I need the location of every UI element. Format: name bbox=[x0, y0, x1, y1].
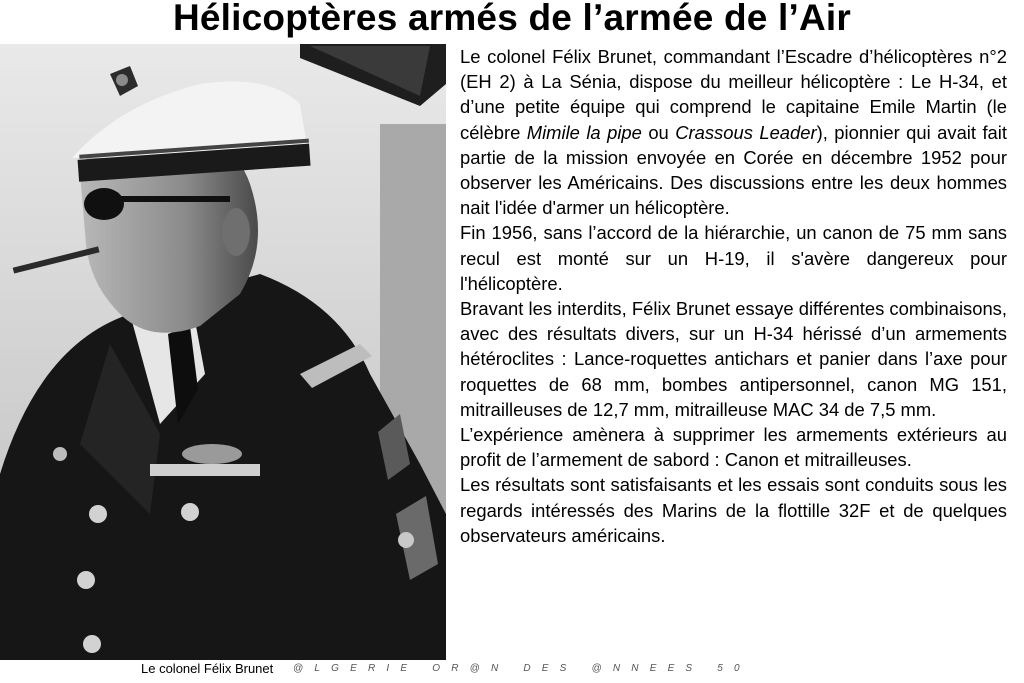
paragraph-1: Le colonel Félix Brunet, commandant l’Escadre d’hélicoptères n°2 (EH 2) à La Sénia, dispose du meilleur hélicoptère : Le H-34, et d’une petite équipe qui comprend le capitaine Emile Martin (le célèbre Mimile la pipe ou Crassous Leader), pionnier qui avait fait partie de la mission envoyée en Corée en décembre 1952 pour observer les Américains. Des discussions entre les deux hommes nait l'idée d'armer un hélicoptère. bbox=[460, 46, 1007, 219]
nickname: Mimile la pipe bbox=[526, 121, 642, 143]
photo-caption: Le colonel Félix Brunet bbox=[141, 661, 274, 676]
paragraph-3: Bravant les interdits, Félix Brunet essaye différentes combinaisons, avec des résultats divers, sur un H-34 hérissé d’un armements hétéroclites : Lance-roquettes antichars et panier dans l’axe pour roquettes de 68 mm, bombes antipersonnel, canon MG 151, mitrailleuses de 12,7 mm, mitrailleuse MAC 34 de 7,5 mm. bbox=[460, 298, 1007, 420]
nickname: Crassous Leader bbox=[675, 121, 817, 143]
paragraph-5: Les résultats sont satisfaisants et les essais sont conduits sous les regards intéressés des Marins de la flottille 32F et de quelques observateurs américains. bbox=[460, 474, 1007, 546]
paragraph-2: Fin 1956, sans l’accord de la hiérarchie, un canon de 75 mm sans recul est monté sur un H-19, il s'avère dangereux pour l'hélicoptère. bbox=[460, 222, 1007, 294]
watermark: @LGERIE OR@N DES @NNEES 50 bbox=[293, 663, 751, 674]
portrait-photo bbox=[0, 44, 446, 660]
paragraph-4: L’expérience amènera à supprimer les armements extérieurs au profit de l’armement de sabord : Canon et mitrailleuses. bbox=[460, 424, 1007, 471]
page-title: Hélicoptères armés de l’armée de l’Air bbox=[172, 0, 852, 38]
article-body bbox=[460, 44, 1007, 548]
